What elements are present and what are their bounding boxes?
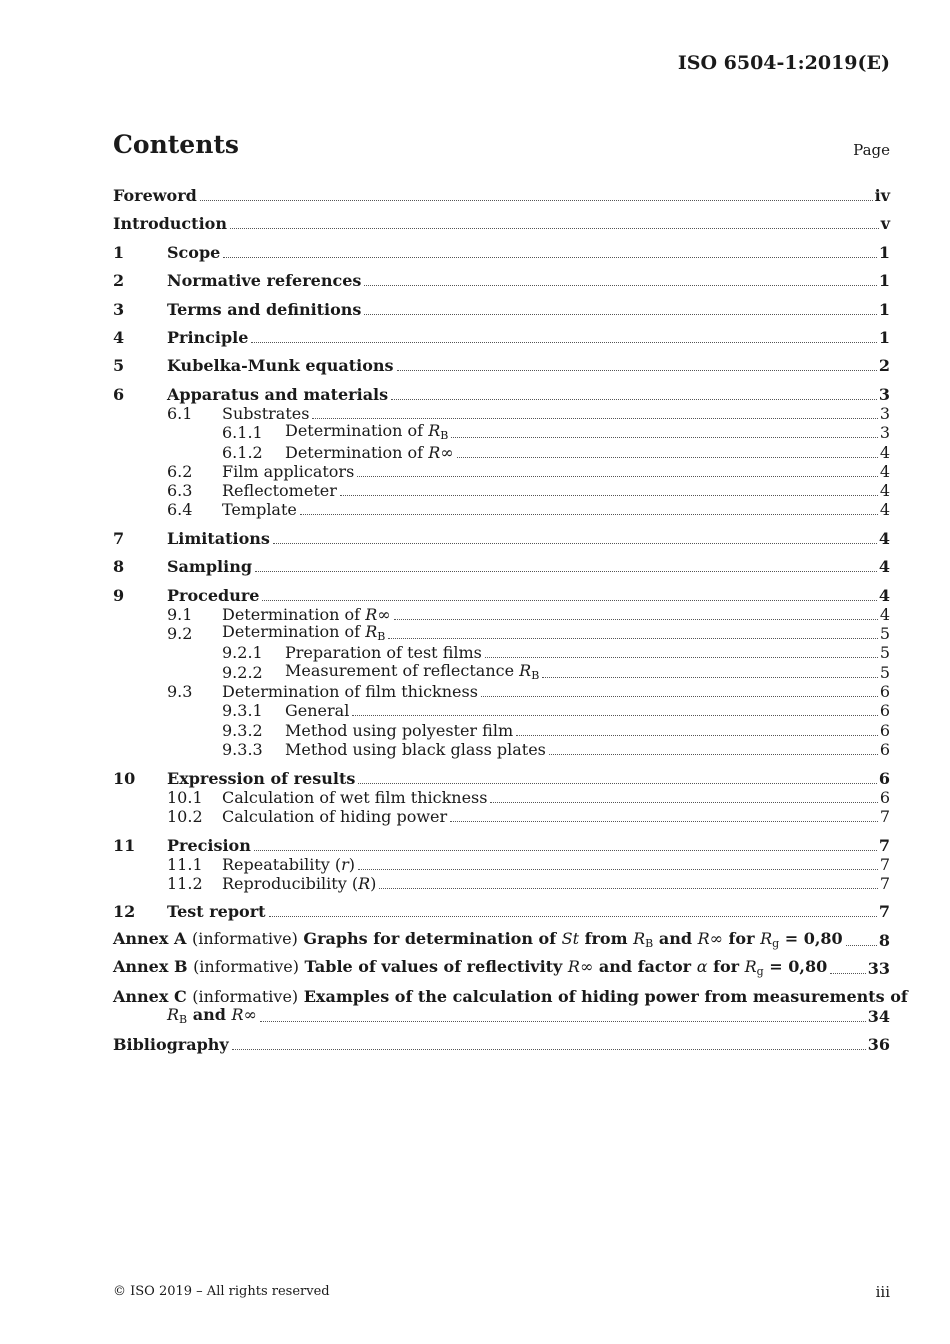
toc-entry-title: Annex B (informative) Table of values of reflectivity R∞ and factor α for Rg = 0,80 <box>113 957 828 978</box>
leader-dots <box>457 457 878 458</box>
toc-entry-number: 9.3.2 <box>222 721 263 740</box>
toc-entry-number: 9.3.3 <box>222 740 263 759</box>
toc-entry-page: 4 <box>879 481 890 500</box>
toc-entry-determination-rb[interactable] <box>113 423 890 443</box>
toc-entry-principle[interactable] <box>113 328 890 348</box>
leader-dots <box>379 888 877 889</box>
toc-entry-page: 6 <box>878 769 890 788</box>
toc-entry-page: 4 <box>878 586 890 605</box>
toc-entry-page: 5 <box>879 643 890 662</box>
toc-entry-number: 9.1 <box>167 605 193 624</box>
toc-entry-title: Principle <box>167 328 249 347</box>
toc-entry-reflectometer[interactable] <box>113 481 890 501</box>
toc-entry-page: 7 <box>879 874 890 893</box>
toc-entry-number: 6.1 <box>167 404 193 423</box>
toc-entry-annex-c-continued[interactable] <box>113 1007 890 1027</box>
toc-entry-title: Scope <box>167 243 221 262</box>
toc-entry-title: Determination of RB <box>285 421 449 442</box>
page-column-label: Page <box>853 141 890 159</box>
leader-dots <box>230 228 879 229</box>
leader-dots <box>846 945 877 946</box>
toc-entry-page: 1 <box>878 271 890 290</box>
toc-entry-number: 5 <box>113 356 125 375</box>
toc-entry-title: General <box>285 701 350 720</box>
toc-entry-number: 6.2 <box>167 462 193 481</box>
toc-entry-title: Kubelka-Munk equations <box>167 356 394 375</box>
leader-dots <box>364 285 876 286</box>
toc-entry-page: 3 <box>879 404 890 423</box>
toc-entry-page: 1 <box>878 300 890 319</box>
toc-entry-page: 4 <box>878 529 890 548</box>
toc-entry-scope[interactable] <box>113 243 890 263</box>
toc-entry-number: 3 <box>113 300 125 319</box>
toc-entry-number: 1 <box>113 243 125 262</box>
toc-entry-page: 2 <box>878 356 890 375</box>
toc-entry-title: Foreword <box>113 186 197 205</box>
toc-entry-page: 33 <box>867 959 890 978</box>
toc-entry-precision[interactable] <box>113 836 890 856</box>
toc-entry-number: 10.1 <box>167 788 203 807</box>
toc-entry-page: 36 <box>867 1035 890 1054</box>
leader-dots <box>273 543 877 544</box>
leader-dots <box>260 1021 866 1022</box>
leader-dots <box>485 657 878 658</box>
toc-entry-title: Determination of film thickness <box>222 682 478 701</box>
toc-entry-terms-and-definitions[interactable] <box>113 300 890 320</box>
toc-entry-title: Apparatus and materials <box>167 385 389 404</box>
toc-entry-page: 7 <box>878 902 890 921</box>
leader-dots <box>490 802 877 803</box>
toc-entry-apparatus[interactable] <box>113 385 890 405</box>
toc-entry-9-3[interactable] <box>113 682 890 702</box>
toc-entry-title: Sampling <box>167 557 253 576</box>
toc-entry-title: Preparation of test films <box>285 643 482 662</box>
toc-entry-title-continued: RB and R∞ <box>167 1005 257 1026</box>
toc-entry-title: Annex C (informative) Examples of the calculation of hiding power from measurements of <box>113 987 908 1006</box>
toc-entry-title: Reflectometer <box>222 481 337 500</box>
toc-entry-10-1[interactable] <box>113 788 890 808</box>
toc-entry-page: 6 <box>879 721 890 740</box>
toc-entry-page: 4 <box>879 462 890 481</box>
toc-entry-page: 5 <box>879 624 890 643</box>
contents-heading: Contents <box>113 130 240 159</box>
toc-entry-number: 4 <box>113 328 125 347</box>
leader-dots <box>340 495 878 496</box>
toc-entry-page: 4 <box>878 557 890 576</box>
toc-entry-number: 9.3.1 <box>222 701 263 720</box>
toc-entry-number: 10 <box>113 769 136 788</box>
toc-entry-number: 6.1.1 <box>222 423 263 442</box>
toc-entry-page: 7 <box>878 836 890 855</box>
toc-entry-page: 4 <box>879 443 890 462</box>
page-number: iii <box>875 1283 890 1301</box>
leader-dots <box>312 418 877 419</box>
toc-entry-number: 9.3 <box>167 682 193 701</box>
toc-entry-page: 6 <box>879 788 890 807</box>
toc-entry-number: 11 <box>113 836 136 855</box>
toc-entry-number: 2 <box>113 271 125 290</box>
leader-dots <box>358 783 877 784</box>
toc-entry-title: Normative references <box>167 271 362 290</box>
toc-entry-title: Film applicators <box>222 462 355 481</box>
toc-entry-title: Introduction <box>113 214 227 233</box>
toc-entry-9-3-2[interactable] <box>113 721 890 741</box>
toc-entry-introduction[interactable] <box>113 214 890 234</box>
toc-entry-test-report[interactable] <box>113 902 890 922</box>
leader-dots <box>357 476 878 477</box>
toc-entry-title: Terms and definitions <box>167 300 362 319</box>
toc-entry-title: Procedure <box>167 586 260 605</box>
toc-entry-substrates[interactable] <box>113 404 890 424</box>
leader-dots <box>251 342 876 343</box>
toc-entry-title: Annex A (informative) Graphs for determination of St from RB and R∞ for Rg = 0,80 <box>113 929 843 950</box>
toc-entry-number: 6.1.2 <box>222 443 263 462</box>
leader-dots <box>364 314 876 315</box>
leader-dots <box>450 821 878 822</box>
toc-entry-number: 9 <box>113 586 125 605</box>
leader-dots <box>232 1049 866 1050</box>
toc-entry-title: Determination of RB <box>222 622 386 643</box>
copyright-notice: © ISO 2019 – All rights reserved <box>113 1284 330 1299</box>
toc-entry-title: Template <box>222 500 297 519</box>
leader-dots <box>352 715 877 716</box>
toc-entry-page: iv <box>874 186 890 205</box>
leader-dots <box>516 735 878 736</box>
leader-dots <box>451 437 877 438</box>
toc-entry-title: Calculation of hiding power <box>222 807 448 826</box>
toc-entry-number: 6 <box>113 385 125 404</box>
leader-dots <box>391 399 877 400</box>
toc-entry-number: 6.3 <box>167 481 193 500</box>
leader-dots <box>254 850 877 851</box>
leader-dots <box>262 600 876 601</box>
toc-entry-title: Measurement of reflectance RB <box>285 661 540 682</box>
leader-dots <box>200 200 873 201</box>
toc-entry-title: Calculation of wet film thickness <box>222 788 488 807</box>
toc-entry-page: 7 <box>879 855 890 874</box>
toc-entry-title: Substrates <box>222 404 310 423</box>
toc-entry-9-3-1[interactable] <box>113 701 890 721</box>
toc-entry-11-2[interactable] <box>113 874 890 894</box>
toc-entry-page: 6 <box>879 740 890 759</box>
toc-entry-template[interactable] <box>113 500 890 520</box>
toc-entry-page: 8 <box>878 931 890 950</box>
leader-dots <box>269 916 877 917</box>
toc-entry-annex-a[interactable] <box>113 931 890 951</box>
leader-dots <box>394 619 878 620</box>
toc-entry-number: 6.4 <box>167 500 193 519</box>
toc-entry-title: Determination of R∞ <box>222 605 391 624</box>
toc-entry-9-2[interactable] <box>113 624 890 644</box>
toc-entry-page: 34 <box>867 1007 890 1026</box>
leader-dots <box>830 973 866 974</box>
leader-dots <box>300 514 878 515</box>
toc-entry-number: 9.2.1 <box>222 643 263 662</box>
toc-entry-page: 4 <box>879 500 890 519</box>
toc-entry-annex-b[interactable] <box>113 959 890 979</box>
toc-entry-page: 1 <box>878 328 890 347</box>
toc-entry-page: v <box>880 214 890 233</box>
toc-entry-annex-c[interactable] <box>113 987 908 1007</box>
document-id: ISO 6504-1:2019(E) <box>677 52 890 74</box>
leader-dots <box>397 370 877 371</box>
toc-entry-page: 6 <box>879 701 890 720</box>
toc-entry-title: Expression of results <box>167 769 356 788</box>
toc-entry-title: Determination of R∞ <box>285 443 454 462</box>
toc-entry-title: Method using black glass plates <box>285 740 546 759</box>
toc-entry-determination-rinf[interactable] <box>113 443 890 463</box>
toc-entry-kubelka-munk[interactable] <box>113 356 890 376</box>
toc-entry-number: 8 <box>113 557 125 576</box>
toc-entry-page: 1 <box>878 243 890 262</box>
toc-entry-number: 11.2 <box>167 874 203 893</box>
toc-entry-limitations[interactable] <box>113 529 890 549</box>
toc-entry-title: Reproducibility (R) <box>222 874 377 893</box>
toc-entry-page: 6 <box>879 682 890 701</box>
toc-entry-title: Precision <box>167 836 251 855</box>
toc-entry-title: Limitations <box>167 529 270 548</box>
toc-entry-title: Repeatability (r) <box>222 855 356 874</box>
toc-entry-page: 3 <box>879 423 890 442</box>
leader-dots <box>549 754 878 755</box>
leader-dots <box>223 257 877 258</box>
toc-entry-procedure[interactable] <box>113 586 890 606</box>
toc-entry-9-2-1[interactable] <box>113 643 890 663</box>
toc-entry-page: 7 <box>879 807 890 826</box>
toc-entry-number: 11.1 <box>167 855 203 874</box>
toc-entry-number: 10.2 <box>167 807 203 826</box>
toc-entry-page: 4 <box>879 605 890 624</box>
toc-entry-normative-references[interactable] <box>113 271 890 291</box>
toc-entry-title: Bibliography <box>113 1035 229 1054</box>
toc-entry-title: Method using polyester film <box>285 721 514 740</box>
toc-entry-11-1[interactable] <box>113 855 890 875</box>
toc-entry-expression-of-results[interactable] <box>113 769 890 789</box>
toc-entry-sampling[interactable] <box>113 557 890 577</box>
leader-dots <box>255 571 877 572</box>
toc-entry-number: 7 <box>113 529 125 548</box>
leader-dots <box>481 696 878 697</box>
toc-entry-9-2-2[interactable] <box>113 663 890 683</box>
toc-entry-foreword[interactable] <box>113 186 890 206</box>
toc-entry-title: Test report <box>167 902 266 921</box>
toc-entry-bibliography[interactable] <box>113 1035 890 1055</box>
toc-entry-number: 9.2 <box>167 624 193 643</box>
leader-dots <box>388 638 877 639</box>
toc-entry-number: 9.2.2 <box>222 663 263 682</box>
toc-entry-page: 3 <box>878 385 890 404</box>
toc-entry-number: 12 <box>113 902 136 921</box>
toc-entry-page: 5 <box>879 663 890 682</box>
toc-entry-10-2[interactable] <box>113 807 890 827</box>
leader-dots <box>358 869 878 870</box>
leader-dots <box>542 677 878 678</box>
toc-entry-film-applicators[interactable] <box>113 462 890 482</box>
toc-entry-9-3-3[interactable] <box>113 740 890 760</box>
